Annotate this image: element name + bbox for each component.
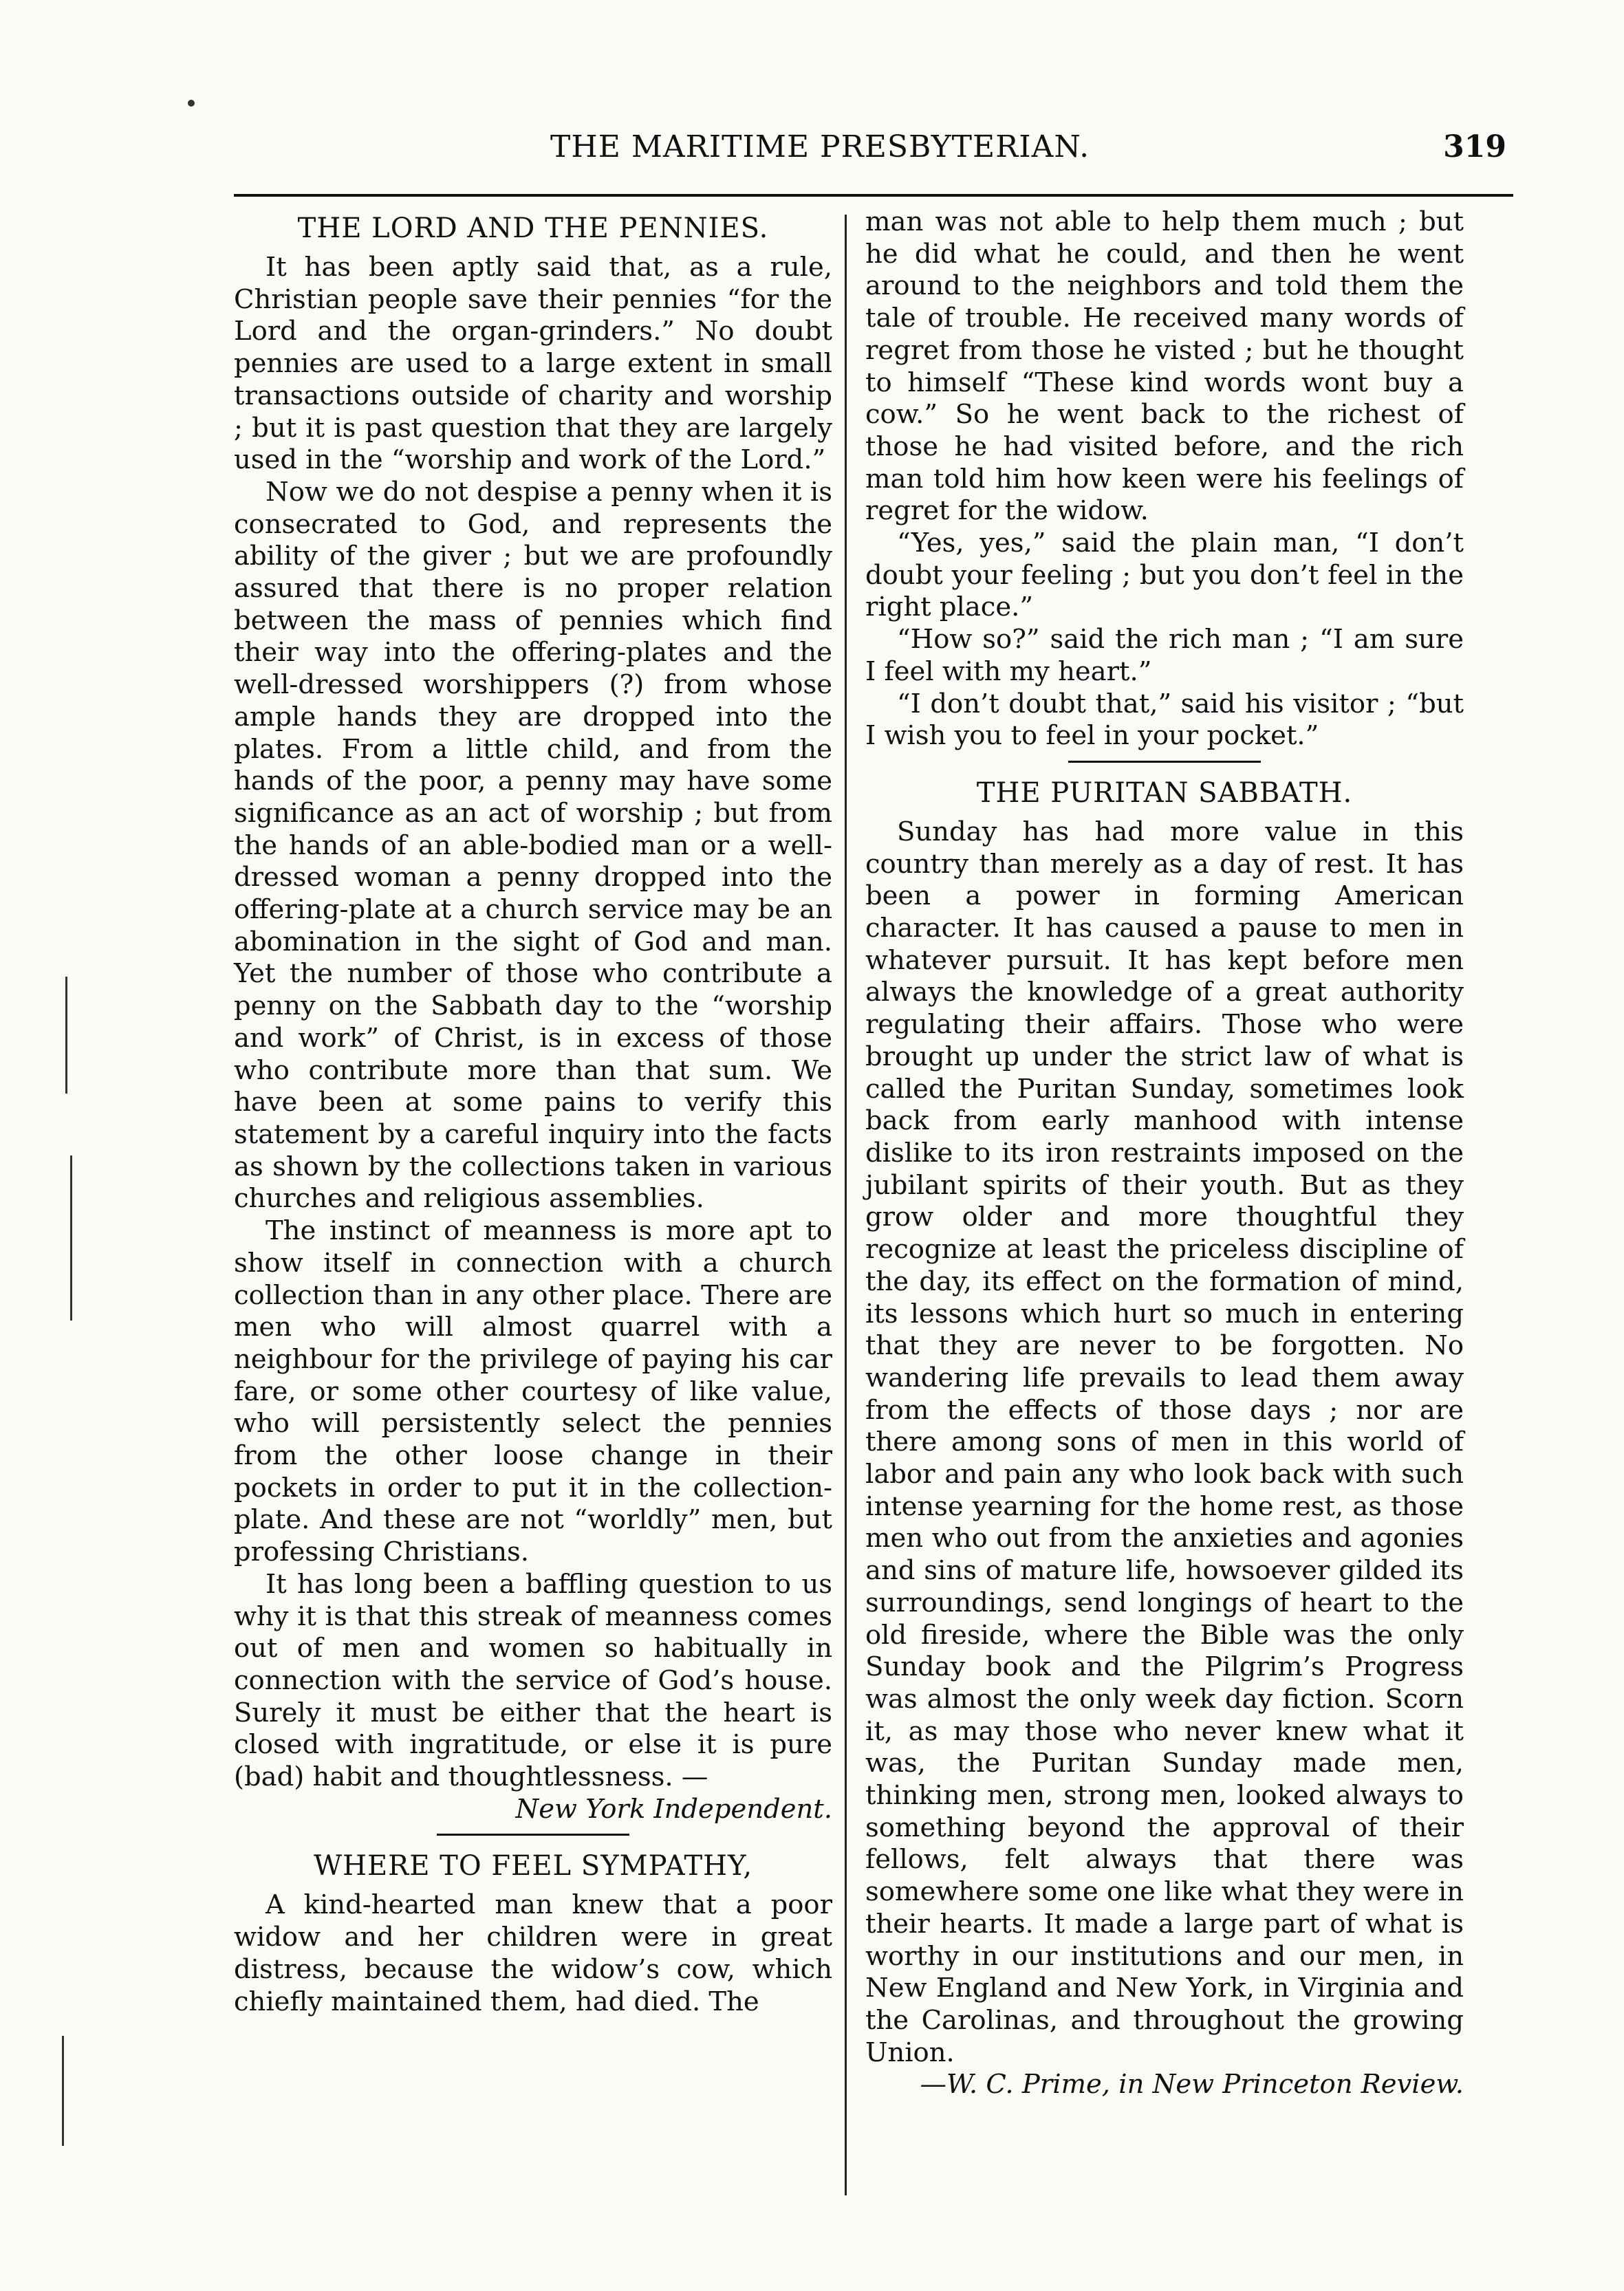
- right-column: [865, 206, 1464, 2101]
- article-divider: [437, 1834, 629, 1836]
- article-source-lord-pennies: New York Independent.: [515, 1793, 832, 1825]
- running-title: THE MARITIME PRESBYTERIAN.: [550, 129, 1090, 164]
- left-column: [234, 206, 832, 2018]
- article-paragraph: Sunday has had more value in this country than merely as a day of rest. It has been a power in forming American character. It has caused a pause to men in whatever pursuit. It has kept before men always the knowledge of a great authority regulating their affairs. Those who were brought up under the strict law of what is called the Puritan Sunday, sometimes look back from early manhood with intense dislike to its iron restraints imposed on the jubilant spirits of their youth. But as they grow older and more thoughtful they recognize at least the priceless discipline of the day, its effect on the formation of mind, its lessons which hurt so much in entering that they are never to be forgotten. No wandering life prevails to lead them away from the effects of those days ; nor are there among sons of men in this world of labor and pain any who look back with such intense yearning for the home rest, as those men who out from the anxieties and agonies and sins of mature life, howsoever gilded its surroundings, send longings of heart to the old fireside, where the Bible was the only Sunday book and the Pilgrim’s Progress was almost the only week day fiction. Scorn it, as may those who never knew what it was, the Puritan Sunday made men, thinking men, strong men, looked always to something beyond the approval of their fellows, felt always that there was somewhere some one like what they were in their hearts. It made a large part of what is worthy in our institutions and our men, in New England and New York, in Virginia and the Carolinas, and throughout the growing Union.: [865, 816, 1464, 2068]
- article-paragraph: The instinct of meanness is more apt to show itself in connection with a church collection than in any other place. There are men who will almost quarrel with a neighbour for the privilege of paying his car fare, or some other courtesy of like value, who will persistently select the pennies from the other loose change in their pockets in order to put it in the collection-plate. And these are not “worldly” men, but professing Christians.: [234, 1215, 832, 1568]
- article-title-puritan: THE PURITAN SABBATH.: [976, 777, 1353, 809]
- article-divider: [1068, 761, 1261, 763]
- article-source-puritan: —W. C. Prime, in New Princeton Review.: [920, 2069, 1464, 2100]
- article-title-sympathy: WHERE TO FEEL SYMPATHY,: [313, 1850, 753, 1882]
- article-paragraph: A kind-hearted man knew that a poor widow and her children were in great distress, because the widow’s cow, which chiefly maintained them, had died. The: [234, 1889, 832, 2017]
- article-paragraph: It has long been a baffling question to us why it is that this streak of meanness comes out of men and women so habitually in connection with the service of God’s house. Surely it must be either that the heart is closed with ingratitude, or else it is pure (bad) habit and thoughtlessness. —: [234, 1568, 832, 1793]
- column-divider: [845, 215, 847, 2195]
- article-paragraph: Now we do not despise a penny when it is consecrated to God, and represents the ability of the giver ; but we are profoundly assured that there is no proper relation between the mass of pennies which find their way into the offering-plates and the well-dressed worshippers (?) from whose ample hands they are dropped into the plates. From a little child, and from the hands of the poor, a penny may have some significance as an act of worship ; but from the hands of an able-bodied man or a well-dressed woman a penny dropped into the offering-plate at a church service may be an abomination in the sight of God and man. Yet the number of those who contribute a penny on the Sabbath day to the “worship and work” of Christ, is in excess of those who contribute more than that sum. We have been at some pains to verify this statement by a careful inquiry into the facts as shown by the collections taken in various churches and religious assemblies.: [234, 476, 832, 1215]
- article-paragraph: “How so?” said the rich man ; “I am sure I feel with my heart.”: [865, 624, 1464, 687]
- article-title-lord-pennies: THE LORD AND THE PENNIES.: [297, 213, 769, 244]
- article-paragraph: man was not able to help them much ; but he did what he could, and then he went around to the neighbors and told them the tale of trouble. He received many words of regret from those he visted ; but he thought to himself “These kind words wont buy a cow.” So he went back to the richest of those he had visited before, and the rich man told him how keen were his feelings of regret for the widow.: [865, 206, 1464, 527]
- article-paragraph: “Yes, yes,” said the plain man, “I don’t doubt your feeling ; but you don’t feel in the right place.”: [865, 528, 1464, 623]
- running-header: [227, 129, 1506, 184]
- article-paragraph: “I don’t doubt that,” said his visitor ; “but I wish you to feel in your pocket.”: [865, 688, 1464, 752]
- header-rule: [234, 194, 1513, 197]
- page-number: 319: [1443, 129, 1506, 164]
- article-paragraph: It has been aptly said that, as a rule, Christian people save their pennies “for the Lord and the organ-grinders.” No doubt pennies are used to a large extent in small transactions outside of charity and worship ; but it is past question that they are largely used in the “worship and work of the Lord.”: [234, 252, 832, 476]
